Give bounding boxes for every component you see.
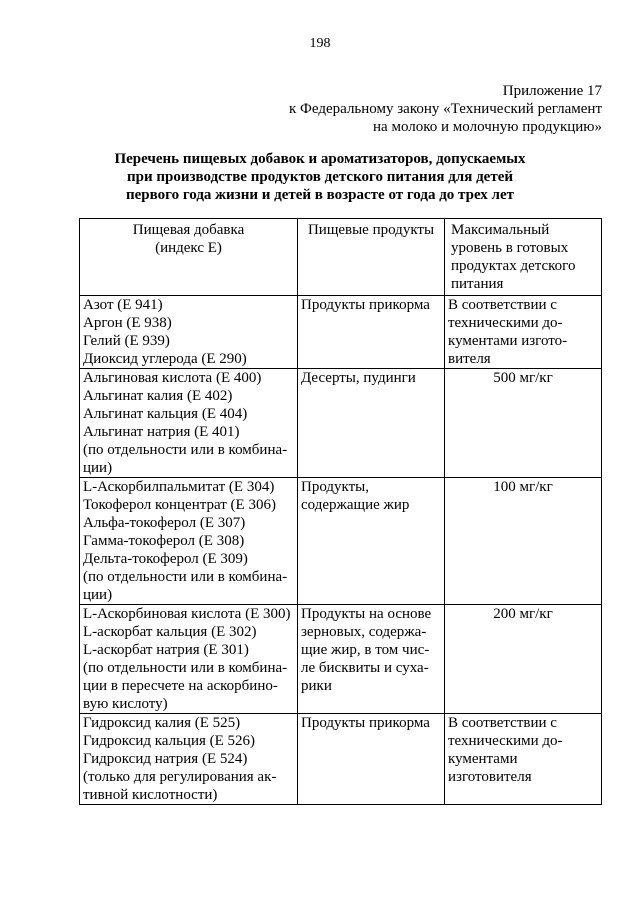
header-max-level	[445, 219, 602, 296]
cell-line: ции)	[83, 460, 113, 476]
cell-line: Десерты, пудинги	[301, 370, 416, 386]
cell-line: кументами изгото-	[448, 333, 568, 349]
cell-line: продуктах детского	[451, 258, 576, 274]
cell-line: Диоксид углерода (Е 290)	[83, 351, 247, 367]
cell-line: Продукты прикорма	[301, 715, 430, 731]
cell-line: Гамма-токоферол (Е 308)	[83, 533, 245, 549]
cell-line: Гидроксид калия (Е 525)	[83, 715, 241, 731]
title-line: при производстве продуктов детского питания для детей	[126, 169, 513, 185]
table-row	[80, 478, 602, 605]
cell-line: (только для регулирования ак-	[83, 769, 277, 785]
cell-line: Альгинат натрия (Е 401)	[83, 424, 240, 440]
additives-table	[79, 218, 602, 805]
cell-line: Продукты,	[301, 479, 370, 495]
cell-line: Аргон (Е 938)	[83, 315, 172, 331]
cell-line: Продукты на основе	[301, 606, 432, 622]
cell-line: (по отдельности или в комбина-	[83, 660, 288, 676]
cell-line: содержащие жир	[301, 497, 410, 513]
cell-line: В соответствии с	[448, 715, 557, 731]
cell-line: 100 мг/кг	[493, 479, 553, 495]
cell-line: уровень в готовых	[451, 240, 569, 256]
cell-line: L-Аскорбилпальмитат (Е 304)	[83, 479, 275, 495]
cell-line: (индекс Е)	[155, 240, 222, 256]
cell-line: Альгинат калия (Е 402)	[83, 388, 233, 404]
cell-line: тивной кислотности)	[83, 787, 218, 803]
cell-line: рики	[301, 678, 332, 694]
header-additive	[80, 219, 298, 296]
cell-line: Азот (Е 941)	[83, 297, 163, 313]
table-row	[80, 296, 602, 369]
cell-line: Гелий (Е 939)	[83, 333, 170, 349]
cell-line: ции в пересчете на аскорбино-	[83, 678, 278, 694]
cell-line: вителя	[448, 351, 491, 367]
cell-line: (по отдельности или в комбина-	[83, 569, 288, 585]
cell-level	[445, 605, 602, 714]
cell-level	[445, 296, 602, 369]
cell-line: ле бисквиты и суха-	[301, 660, 429, 676]
cell-line: Гидроксид натрия (Е 524)	[83, 751, 248, 767]
cell-line: L-аскорбат кальция (Е 302)	[83, 624, 257, 640]
cell-additives	[80, 369, 298, 478]
cell-level	[445, 714, 602, 805]
cell-line: зерновых, содержа-	[301, 624, 427, 640]
cell-line: (по отдельности или в комбина-	[83, 442, 288, 458]
cell-additives	[80, 605, 298, 714]
cell-level	[445, 369, 602, 478]
cell-line: питания	[451, 276, 504, 292]
cell-line: ции)	[83, 587, 113, 603]
cell-line: L-Аскорбиновая кислота (Е 300)	[83, 606, 291, 622]
cell-products	[298, 605, 445, 714]
cell-line: изготовителя	[448, 769, 532, 785]
cell-line: техническими до-	[448, 315, 563, 331]
cell-line: техническими до-	[448, 733, 563, 749]
cell-line: В соответствии с	[448, 297, 557, 313]
cell-line: вую кислоту)	[83, 696, 168, 712]
cell-line: Дельта-токоферол (Е 309)	[83, 551, 248, 567]
cell-additives	[80, 296, 298, 369]
cell-additives	[80, 478, 298, 605]
cell-products	[298, 714, 445, 805]
cell-products	[298, 369, 445, 478]
header-products	[298, 219, 445, 296]
cell-products	[298, 478, 445, 605]
document-title	[0, 150, 640, 204]
table-header-row	[80, 219, 602, 296]
title-line: первого года жизни и детей в возрасте от года до трех лет	[125, 187, 514, 203]
cell-line: Продукты прикорма	[301, 297, 430, 313]
appendix-line: Приложение 17	[502, 83, 602, 99]
title-line: Перечень пищевых добавок и ароматизаторов, допускаемых	[114, 151, 526, 167]
page-number: 198	[309, 36, 331, 51]
cell-line: Гидроксид кальция (Е 526)	[83, 733, 256, 749]
cell-line: щие жир, в том чис-	[301, 642, 430, 658]
table-row	[80, 369, 602, 478]
appendix-line: к Федеральному закону «Технический регламент	[289, 101, 602, 117]
cell-line: 500 мг/кг	[493, 370, 553, 386]
cell-line: 200 мг/кг	[493, 606, 553, 622]
table-row	[80, 605, 602, 714]
cell-line: Альгиновая кислота (Е 400)	[83, 370, 262, 386]
cell-products	[298, 296, 445, 369]
table-row	[80, 714, 602, 805]
cell-line: кументами	[448, 751, 518, 767]
cell-additives	[80, 714, 298, 805]
cell-line: Пищевые продукты	[307, 222, 435, 238]
cell-level	[445, 478, 602, 605]
cell-line: Максимальный	[451, 222, 550, 238]
cell-line: Пищевая добавка	[132, 222, 245, 238]
appendix-reference	[182, 82, 602, 136]
cell-line: L-аскорбат натрия (Е 301)	[83, 642, 249, 658]
cell-line: Альгинат кальция (Е 404)	[83, 406, 248, 422]
cell-line: Токоферол концентрат (Е 306)	[83, 497, 276, 513]
appendix-line: на молоко и молочную продукцию»	[373, 119, 602, 135]
cell-line: Альфа-токоферол (Е 307)	[83, 515, 246, 531]
